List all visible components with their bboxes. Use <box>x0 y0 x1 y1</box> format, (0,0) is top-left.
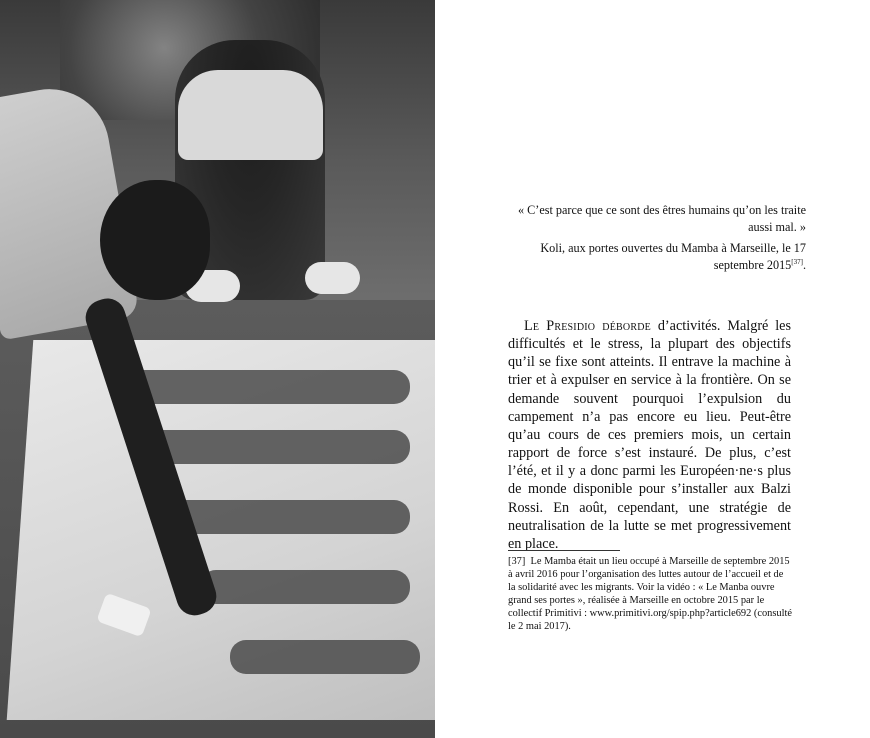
footnote-number: [37] <box>508 556 526 567</box>
banner-paint-stroke <box>120 370 410 404</box>
banner-paint-stroke <box>200 570 410 604</box>
banner-paint-stroke <box>140 430 410 464</box>
epigraph-quote: « C’est parce que ce sont des êtres humains qu’on les traite aussi mal. » <box>517 203 806 234</box>
opening-small-caps: Le Presidio déborde <box>524 318 651 334</box>
text-page <box>435 0 870 738</box>
man-head <box>100 180 210 300</box>
shoe <box>305 262 360 294</box>
banner-paint-stroke <box>230 640 420 674</box>
body-paragraph <box>508 317 791 553</box>
footnote-rule <box>508 550 620 551</box>
paragraph-text: d’activités. Malgré les difficultés et le stress, la plupart des objectifs qu’il se fixe sont atteints. Il entrave la machine à trier et à expulser en service à la frontière. On se demande souvent pourquoi l’expulsion du campement n’a pas encore eu lieu. Peut-être qu’au cours de ces premiers mois, un certain rapport de force s’est instauré. De plus, c’est l’été, et il y a donc parmi les Européen·ne·s plus de monde disponible pour s’installer aux Balzi Rossi. En août, cependant, une stratégie de neutralisation de la lutte se met progressivement en place. <box>508 318 791 552</box>
epigraph-source-text: Koli, aux portes ouvertes du Mamba à Marseille, le 17 septembre 2015 <box>540 241 806 272</box>
seated-person-shirt <box>178 70 323 160</box>
footnote-ref[interactable]: [37] <box>791 257 803 266</box>
footnote <box>508 556 793 633</box>
footnote-text: Le Mamba était un lieu occupé à Marseille de septembre 2015 à avril 2016 pour l’organisation des luttes autour de l’accueil et de la solidarité avec les migrants. Voir la vidéo : « Le Manba ouvre grand ses portes », réalisée à Marseille en octobre 2015 par le collectif Primitivi : www.primitivi.org/spip.php?article692 (consulté le 2 mai 2017). <box>508 556 792 632</box>
banner-paint-stroke <box>170 500 410 534</box>
epigraph <box>506 202 806 274</box>
epigraph-source: Koli, aux portes ouvertes du Mamba à Marseille, le 17 septembre 2015[37]. <box>540 241 806 272</box>
